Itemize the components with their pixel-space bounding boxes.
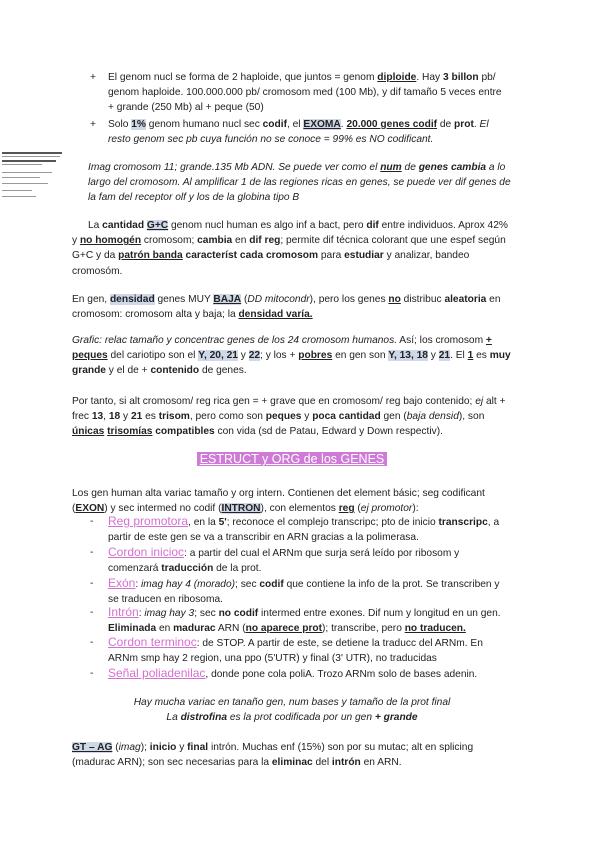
paragraph-chromosome-size: Grafic: relac tamaño y concentrac genes de los 24 cromosom humanos. Así; los cromosom + peques del cariotipo son el Y, 20, 21 y 22; y los + pobres en gen son Y, 13, 18 y 21. El 1 es muy grande y el de + contenido de genes. [72, 335, 511, 377]
paragraph-trisomy: Por tanto, si alt cromosom/ reg rica gen = + grave que en cromosom/ reg bajo contenido; ej alt + frec 13, 18 y 21 es trisom, pero como son peques y poca cantidad gen (baja densid), son únicas trisomías compatibles con vida (sd de Patau, Edward y Down respectiv). [72, 396, 506, 438]
list-item [90, 605, 510, 636]
list-item-text: Reg promotora, en la 5'; reconoce el complejo transcripc; pto de inicio transcripc, a partir de este gen se va a transcribir en ARN gracias a la polimerasa. [108, 514, 500, 544]
bullet-text: El genom nucl se forma de 2 haploide, que juntos = genom diploide. Hay 3 billon pb/ genom haploide. 100.000.000 pb/ cromosom med (100 Mb), y dif tamaño 5 veces entre + grande (250 Mb) al + peque (50) [108, 72, 502, 114]
bullet-marker: - [90, 668, 94, 679]
center-note [72, 695, 512, 725]
paragraph-intro: Los gen human alta variac tamaño y org intern. Contienen det element básic; seg codificant (EXON) y sec intermed no codif (INTRON), con elementos reg (ej promotor): [72, 488, 485, 515]
list-item-text: Exón: imag hay 4 (morado); sec codif que contiene la info de la prot. Se transcriben y se traducen en ribosoma. [108, 576, 500, 606]
bullet-marker: - [90, 637, 94, 648]
paragraph-gene-density: En gen, densidad genes MUY BAJA (DD mitocondr), pero los genes no distribuc aleatoria en cromosom: cromosom alta y baja; la densidad varía. [72, 294, 501, 321]
list-item [90, 666, 510, 682]
bullet-marker: - [90, 578, 94, 589]
bullet-text: Solo 1% genom humano nucl sec codif, el EXOMA. 20.000 genes codif de prot. El resto genom sec pb cuya función no se conoce = 99% es NO codificant. [108, 119, 489, 146]
list-item-text: Señal poliadenilac, donde pone cola poliA. Trozo ARNm solo de bases adenin. [108, 666, 478, 680]
list-item [90, 576, 510, 607]
list-item [90, 635, 510, 666]
center-note-line: La distrofina es la prot codificada por un gen + grande [166, 712, 418, 724]
section-heading: ESTRUCT y ORG de los GENES [197, 452, 388, 466]
list-item [90, 514, 510, 545]
bullet-marker: - [90, 547, 94, 558]
list-item-text: Cordon terminoc: de STOP. A partir de este, se detiene la traducc del ARNm. En ARNm smp hay 2 region, una ppo (5'UTR) y final (3' UTR), no traducidas [108, 635, 483, 665]
bullet-marker: + [90, 119, 96, 130]
list-item-text: Intrón: imag hay 3; sec no codif intermed entre exones. Dif num y longitud en un gen. Eliminada en madurac ARN (no aparece prot); transcribe, pero no traducen. [108, 605, 501, 635]
paragraph-gc-content: La cantidad G+C genom nucl human es algo inf a bact, pero dif entre individuos. Aprox 42% y no homogén cromosom; cambia en dif reg; permite dif técnica colorant que une espef según G+C y da patrón banda característ cada cromosom para estudiar y analizar, bandeo cromosóm. [72, 220, 508, 277]
bullet-marker: - [90, 607, 94, 618]
bullet-item [90, 117, 510, 147]
bullet-marker: - [90, 516, 94, 527]
chromosome-thumbnail-image [0, 150, 64, 210]
bullet-marker: + [90, 72, 96, 83]
figure-caption: Imag cromosom 11; grande.135 Mb ADN. Se puede ver como el num de genes cambia a lo largo del cromosom. Al amplificar 1 de las regiones ricas en genes, se puede ver dif genes de la fam del receptor olf y los de la globina tipo B [88, 162, 511, 204]
list-item-text: Cordon inicioc: a partir del cual el ARNm que surja será leído por ribosom y comenzará traducción de la prot. [108, 545, 460, 575]
paragraph-gt-ag: GT – AG (imag); inicio y final intrón. Muchas enf (15%) son por su mutac; alt en splicing (madurac ARN); son sec necesarias para la eliminac del intrón en ARN. [72, 742, 474, 769]
center-note-line: Hay mucha variac en tanaño gen, num bases y tamaño de la prot final [133, 697, 451, 708]
bullet-item [90, 70, 510, 116]
section-heading-wrap [72, 452, 512, 468]
list-item [90, 545, 510, 576]
